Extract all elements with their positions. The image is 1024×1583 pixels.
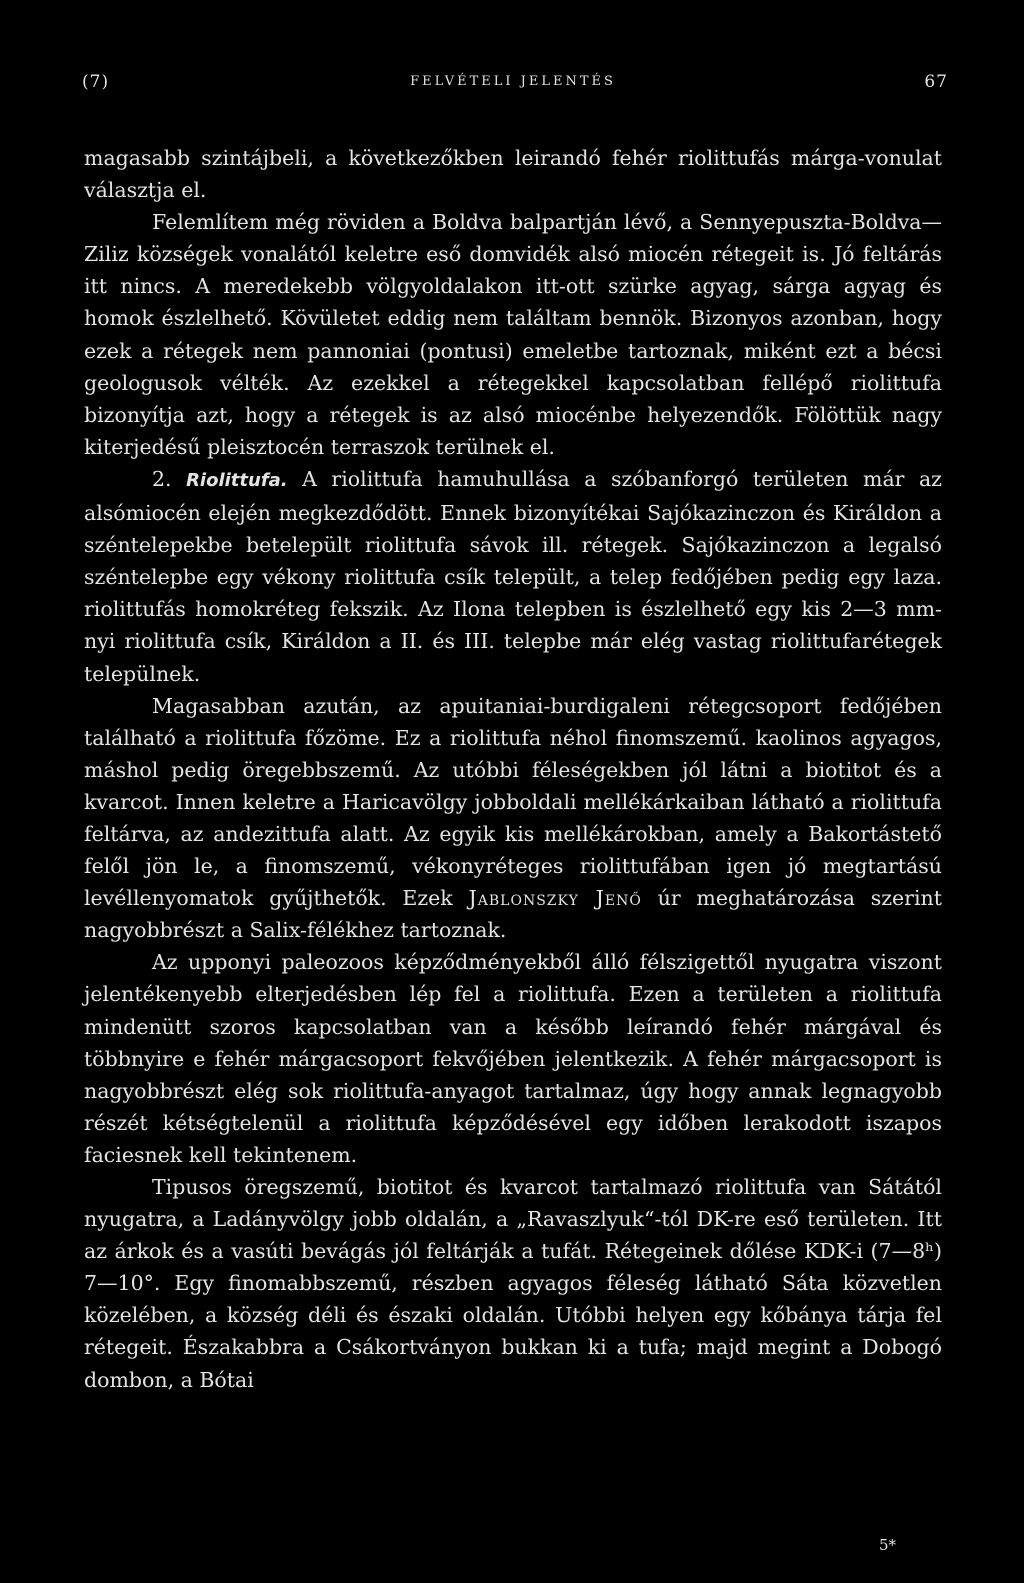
section-number: 2. bbox=[152, 466, 172, 491]
paragraph bbox=[84, 1171, 942, 1396]
running-head bbox=[82, 72, 948, 104]
paragraph-text: A riolittufa hamuhullása a szóbanforgó területen már az alsómiocén elején megkezdődött. Ennek bizonyítékai Sajókazinczon és Királdon a széntelepekbe betelepült riolittufa sávok ill. rétegek. Sajókazinczon a legalsó széntelepbe egy vékony riolittufa csík települt, a telep fedőjében pedig egy laza. riolittufás homokréteg fekszik. Az Ilona telepben is észlelhető egy kis 2—3 mm-nyi riolittufa csík, Királdon a II. és III. telepbe már elég vastag riolittufarétegek települnek. bbox=[84, 466, 942, 686]
person-name: Jablonszky Jenő bbox=[468, 886, 642, 911]
page-number: 67 bbox=[924, 72, 948, 92]
paragraph-text: Az upponyi paleozoos képződményekből álló félszigettől nyugatra viszont jelentékenyebb elterjedésben lép fel a riolittufa. Ezen a területen a riolittufa mindenütt szoros kapcsolatban van a később leírandó fehér márgával és többnyire e fehér márgacsoport fekvőjében jelentkezik. A fehér márgacsoport is nagyobbrészt elég sok riolittufa-anyagot tartalmaz, úgy hogy annak legnagyobb részét kétségtelenül a riolittufa képződésével egy időben lerakodott iszapos faciesnek kell tekintenem. bbox=[84, 950, 942, 1167]
section-title: Riolittufa. bbox=[186, 469, 288, 491]
signature-mark: 5* bbox=[878, 1536, 896, 1554]
paragraph-text: úr meghatározása szerint nagyobbrészt a Salix-félékhez tartoznak. bbox=[84, 886, 942, 943]
paragraph bbox=[84, 142, 942, 206]
paragraph-text: Felemlítem még röviden a Boldva balpartján lévő, a Sennyepuszta-Boldva—Ziliz községek vonalától keletre eső domvidék alsó miocén rétegeit is. Jó feltárás itt nincs. A meredekebb völgyoldalakon itt-ott szürke agyag, sárga agyag és homok észlelhető. Kövületet eddig nem találtam bennök. Bizonyos azonban, hogy ezek a rétegek nem pannoniai (pontusi) emeletbe tartoznak, miként ezt a bécsi geologusok vélték. Az ezekkel a rétegekkel kapcsolatban fellépő riolittufa bizonyítja azt, hogy a rétegek is az alsó miocénbe helyezendők. Fölöttük nagy kiterjedésű pleisztocén terraszok terülnek el. bbox=[84, 210, 942, 459]
paragraph-text: Tipusos öregszemű, biotitot és kvarcot tartalmazó riolittufa van Sátától nyugatra, a Ladányvölgy jobb oldalán, a „Ravaszlyuk“-tól DK-re eső területen. Itt az árkok és a vasúti bevágás jól feltárják a tufát. Rétegeinek dőlése KDK-i (7—8ʰ) 7—10°. Egy finomabbszemű, részben agyagos féleség látható Sáta közvetlen közelében, a község déli és északi oldalán. Utóbbi helyen egy kőbánya tárja fel rétegeit. Északabbra a Csákortványon bukkan ki a tufa; majd megint a Dobogó dombon, a Bótai bbox=[84, 1175, 942, 1392]
running-title: FELVÉTELI JELENTÉS bbox=[410, 74, 616, 89]
paragraph bbox=[84, 206, 942, 463]
paragraph bbox=[84, 690, 942, 947]
paragraph-text: Magasabban azután, az apuitaniai-burdigaleni rétegcsoport fedőjében található a riolittufa főzöme. Ez a riolittufa néhol finomszemű. kaolinos agyagos, máshol pedig öregebbszemű. Az utóbbi féleségekben jól látni a biotitot és a kvarcot. Innen keletre a Haricavölgy jobboldali mellékárkaiban látható a riolittufa feltárva, az andezittufa alatt. Az egyik kis mellékárokban, amely a Bakortástető felől jön le, a finomszemű, vékonyréteges riolittufában igen jó megtartású levéllenyomatok gyűjthetők. Ezek bbox=[84, 693, 942, 911]
chapter-number: (7) bbox=[82, 72, 110, 92]
body-text bbox=[84, 142, 942, 1396]
paragraph bbox=[84, 946, 942, 1171]
paragraph-text: magasabb szintájbeli, a következőkben leirandó fehér riolittufás márga-vonulat választja el. bbox=[84, 146, 942, 203]
section-paragraph bbox=[84, 463, 942, 690]
